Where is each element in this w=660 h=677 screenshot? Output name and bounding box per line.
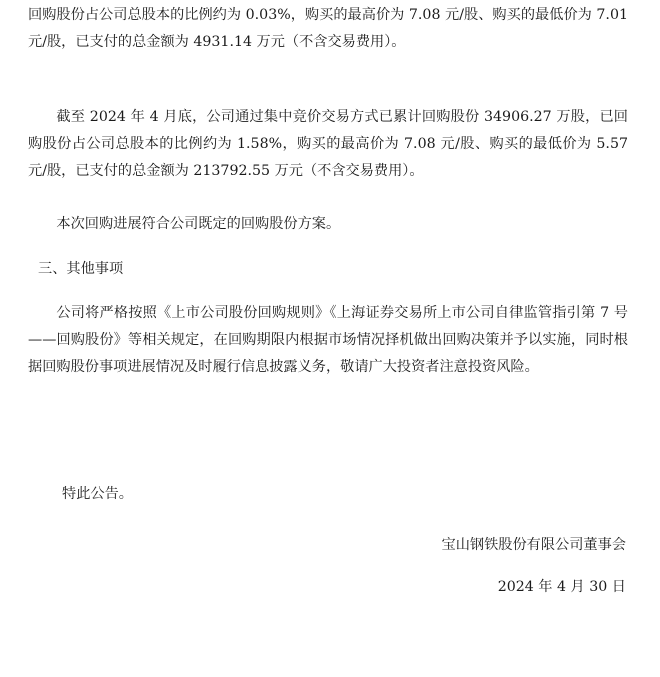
signatory-board: 宝山钢铁股份有限公司董事会 [441,537,626,553]
section-heading-other-matters: 三、其他事项 [38,261,124,277]
compliance-statement-paragraph: 公司将严格按照《上市公司股份回购规则》《上海证券交易所上市公司自律监管指引第 7 号——回购股份》等相关规定，在回购期限内根据市场情况择机做出回购决策并予以实施，同时根据回购股份事项进展情况及时履行信息披露义务，敬请广大投资者注意投资风险。 [28,305,628,375]
announcement-date: 2024 年 4 月 30 日 [497,579,626,595]
repurchase-cumulative-paragraph: 截至 2024 年 4 月底，公司通过集中竞价交易方式已累计回购股份 34906.27 万股，已回购股份占公司总股本的比例约为 1.58%，购买的最高价为 7.08 元/股、购买的最低价为 5.57 元/股，已支付的总金额为 213792.55 万元（不含交易费用）。 [28,109,628,179]
plan-compliance-paragraph: 本次回购进展符合公司既定的回购股份方案。 [56,216,341,232]
closing-remark: 特此公告。 [62,486,133,502]
repurchase-monthly-paragraph: 回购股份占公司总股本的比例约为 0.03%，购买的最高价为 7.08 元/股、购买的最低价为 7.01 元/股，已支付的总金额为 4931.14 万元（不含交易费用）。 [28,7,628,50]
